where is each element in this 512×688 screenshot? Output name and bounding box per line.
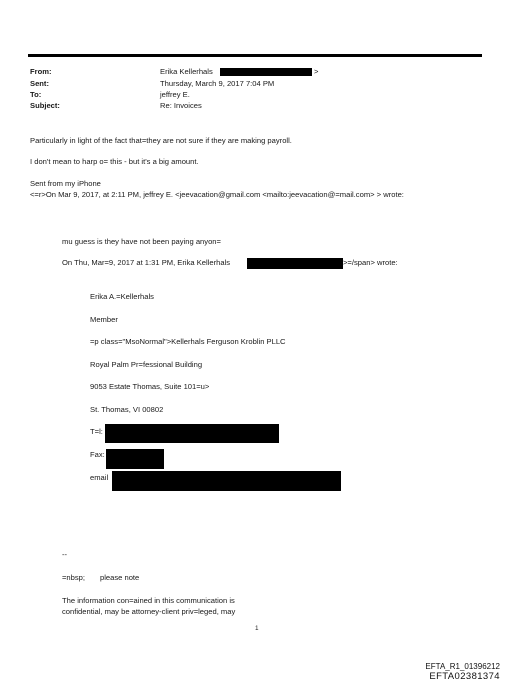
body-line-4: <=r>On Mar 9, 2017, at 2:11 PM, jeffrey E. <jeevacation@gmail.com <mailto:jeevacation@=mail.com> > wrote: <box>30 190 404 199</box>
sig-email-label: email <box>90 473 109 482</box>
sig-street: 9053 Estate Thomas, Suite 101=u> <box>90 382 210 391</box>
body-line-3: Sent from my iPhone <box>30 179 101 188</box>
to-label: To: <box>30 90 42 99</box>
sent-label: Sent: <box>30 79 49 88</box>
sig-title: Member <box>90 315 118 324</box>
redaction-tel <box>105 424 279 443</box>
subject-value: Re: Invoices <box>160 101 202 110</box>
separator-dashes: -- <box>62 550 68 559</box>
sent-value: Thursday, March 9, 2017 7:04 PM <box>160 79 275 88</box>
redaction-fax <box>106 449 164 469</box>
sig-firm: =p class="MsoNormal">Kellerhals Ferguson Kroblin PLLC <box>90 337 286 346</box>
subject-label: Subject: <box>30 101 60 110</box>
body-line-1: Particularly in light of the fact that=they are not sure if they are making payroll. <box>30 136 292 145</box>
redaction-from-email <box>220 68 312 76</box>
body-line-2: I don't mean to harp o= this - but it's a big amount. <box>30 157 199 166</box>
sig-tel-label: T=l: <box>90 427 103 436</box>
confidential-line-1: The information con=ained in this communication is <box>62 596 235 605</box>
sig-building: Royal Palm Pr=fessional Building <box>90 360 203 369</box>
from-label: From: <box>30 67 52 76</box>
from-value: Erika Kellerhals <box>160 67 213 76</box>
note-text: please note <box>100 573 140 582</box>
bates-number-1: EFTA_R1_01396212 <box>425 662 500 671</box>
redaction-email <box>112 471 341 491</box>
confidential-line-2: confidential, may be attorney-client priv=leged, may <box>62 607 236 616</box>
quote-line-1: mu guess is they have not been paying anyon= <box>62 237 221 246</box>
sig-city: St. Thomas, VI 00802 <box>90 405 164 414</box>
quote-line-2-prefix: On Thu, Mar=9, 2017 at 1:31 PM, Erika Kellerhals <box>62 258 231 267</box>
redaction-quote-email <box>247 258 343 269</box>
to-value: jeffrey E. <box>160 90 190 99</box>
from-suffix: > <box>314 67 319 76</box>
note-prefix: =nbsp; <box>62 573 86 582</box>
sig-name: Erika A.=Kellerhals <box>90 292 154 301</box>
quote-line-2-suffix: >=/span> wrote: <box>343 258 398 267</box>
sig-fax-label: Fax: <box>90 450 105 459</box>
page-number: 1 <box>255 625 259 632</box>
header-rule <box>28 54 482 57</box>
bates-number-2: EFTA02381374 <box>429 671 500 682</box>
